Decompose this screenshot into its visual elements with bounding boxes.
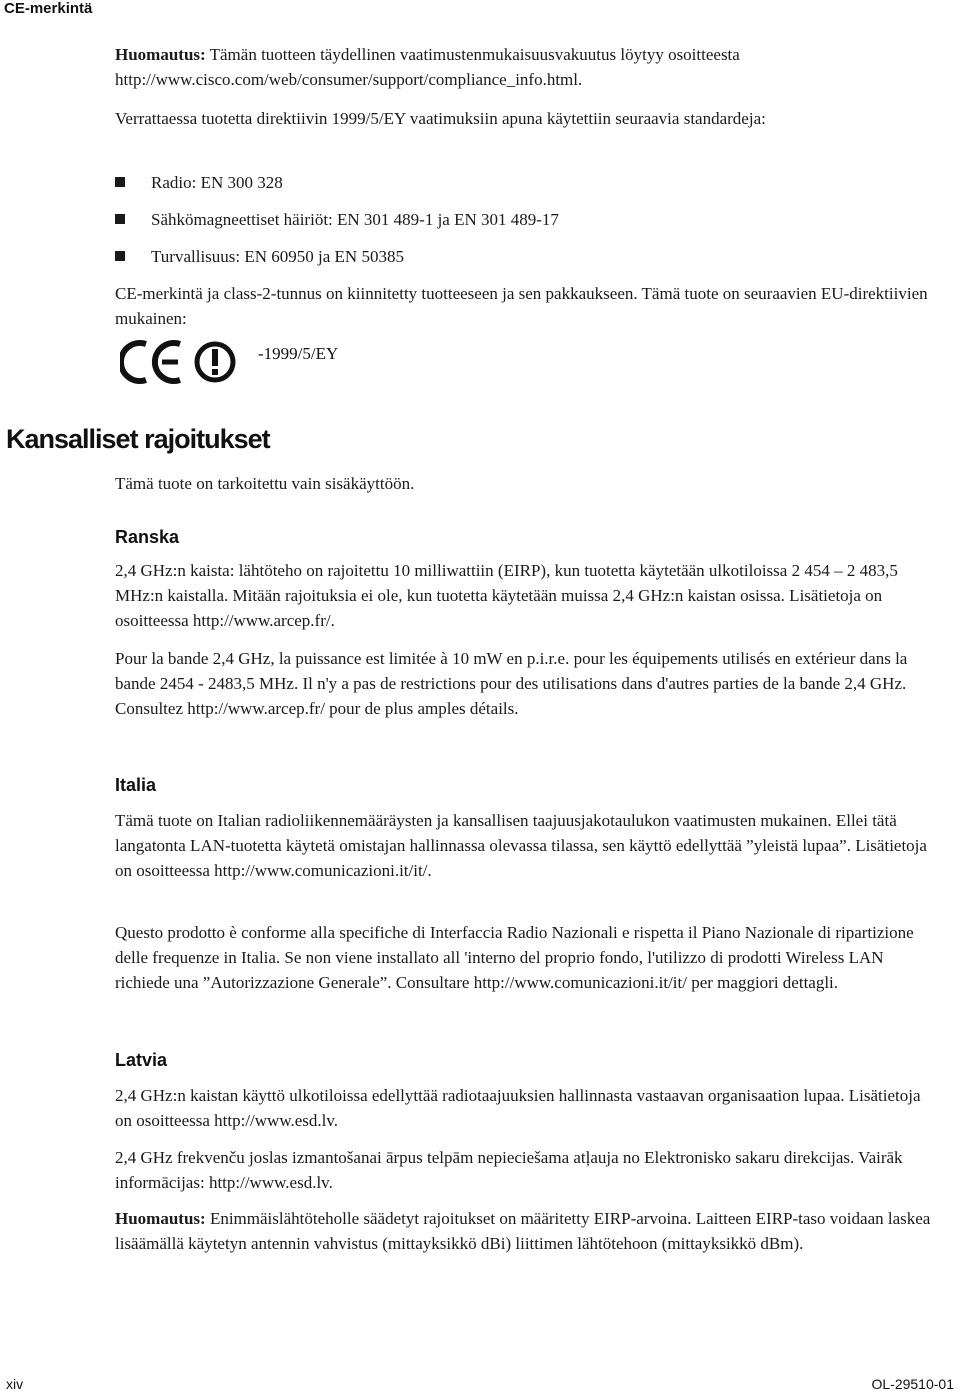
standard-item	[115, 170, 283, 195]
notice-label: Huomautus:	[115, 45, 206, 64]
standard-item-text: Sähkömagneettiset häiriöt: EN 301 489-1 ja EN 301 489-17	[151, 210, 559, 229]
latvia-paragraph-lv: 2,4 GHz frekvenču joslas izmantošanai ārpus telpām nepieciešama atļauja no Elektronisko sakaru direkcijas. Vairāk informācijas: http://www.esd.lv.	[115, 1148, 903, 1192]
subhead-france: Ranska	[115, 527, 180, 547]
notice-label: Huomautus:	[115, 1209, 206, 1228]
italy-paragraph-it: Questo prodotto è conforme alla specifiche di Interfaccia Radio Nazionali e rispetta il Piano Nazionale di ripartizione delle frequenze in Italia. Se non viene installato all 'interno del proprio fondo, l'utilizzo di prodotti Wireless LAN richiede una ”Autorizzazione Generale”. Consultare http://www.comunicazioni.it/it/ per maggiori dettagli.	[115, 923, 914, 992]
document-id: OL-29510-01	[871, 1376, 954, 1392]
latvia-paragraph-fi: 2,4 GHz:n kaistan käyttö ulkotiloissa edellyttää radiotaajuuksien hallinnasta vastaavan organisaation lupaa. Lisätietoja on osoitteessa http://www.esd.lv.	[115, 1086, 921, 1130]
standards-intro: Verrattaessa tuotetta direktiivin 1999/5/EY vaatimuksiin apuna käytettiin seuraavia standardeja:	[115, 109, 766, 128]
bullet-square-icon	[115, 251, 125, 261]
compliance-notice	[115, 42, 935, 92]
ce-directive-number: -1999/5/EY	[258, 344, 339, 363]
notice-text: Enimmäislähtöteholle säädetyt rajoitukset on määritetty EIRP-arvoina. Laitteen EIRP-taso voidaan laskea lisäämällä käytetyn antennin vahvistus (mittayksikkö dBi) liittimen lähtötehoon (mittayksikkö dBm).	[115, 1209, 931, 1253]
bullet-square-icon	[115, 214, 125, 224]
italy-paragraph-fi: Tämä tuote on Italian radioliikennemääräysten ja kansallisen taajuusjakotaulukon vaatimusten mukainen. Ellei tätä langatonta LAN-tuotetta käytetä omistajan hallinnassa olevassa tilassa, sen käyttö edellyttää ”yleistä lupaa”. Lisätietoja on osoitteessa http://www.comunicazioni.it/it/.	[115, 811, 927, 880]
notice-text: Tämän tuotteen täydellinen vaatimustenmukaisuusvakuutus löytyy osoitteesta http://www.cisco.com/web/consumer/support/compliance_info.html.	[115, 45, 740, 89]
section-intro: Tämä tuote on tarkoitettu vain sisäkäyttöön.	[115, 474, 415, 493]
france-paragraph-fr: Pour la bande 2,4 GHz, la puissance est limitée à 10 mW en p.i.r.e. pour les équipements utilisés en extérieur dans la bande 2454 - 2483,5 MHz. Il n'y a pas de restrictions pour des utilisations dans d'autres parties de la bande 2,4 GHz. Consultez http://www.arcep.fr/ pour de plus amples détails.	[115, 649, 908, 718]
subhead-italy: Italia	[115, 775, 157, 795]
eirp-notice	[115, 1206, 935, 1256]
section-title: Kansalliset rajoitukset	[6, 424, 270, 454]
page-number: xiv	[6, 1376, 24, 1392]
ce-mark-icon	[120, 338, 240, 386]
subhead-latvia: Latvia	[115, 1050, 168, 1070]
standard-item	[115, 207, 559, 232]
ce-marking-paragraph: CE-merkintä ja class-2-tunnus on kiinnitetty tuotteeseen ja sen pakkaukseen. Tämä tuote on seuraavien EU-direktiivien mukainen:	[115, 284, 928, 328]
standard-item-text: Turvallisuus: EN 60950 ja EN 50385	[151, 247, 404, 266]
standard-item-text: Radio: EN 300 328	[151, 173, 283, 192]
standard-item	[115, 244, 404, 269]
page-header-title: CE-merkintä	[4, 0, 93, 17]
france-paragraph-fi: 2,4 GHz:n kaista: lähtöteho on rajoitettu 10 milliwattiin (EIRP), kun tuotetta käytetään ulkotiloissa 2 454 – 2 483,5 MHz:n kaistalla. Mitään rajoituksia ei ole, kun tuotetta käytetään muissa 2,4 GHz:n kaistan osissa. Lisätietoja on osoitteessa http://www.arcep.fr/.	[115, 561, 898, 630]
bullet-square-icon	[115, 177, 125, 187]
